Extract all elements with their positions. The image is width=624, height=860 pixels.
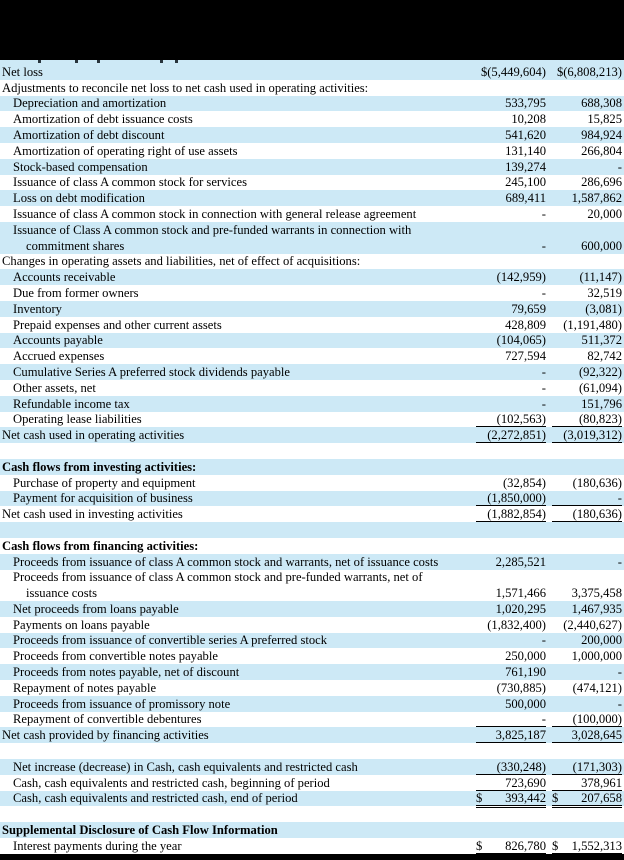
value-col1 bbox=[476, 65, 546, 80]
row-label: Cash flows from financing activities: bbox=[2, 538, 199, 553]
value-text: 727,594 bbox=[505, 349, 546, 364]
value-text: 10,208 bbox=[511, 112, 546, 127]
value-text: - bbox=[541, 633, 546, 648]
table-row bbox=[0, 159, 624, 175]
table-row bbox=[0, 127, 624, 143]
row-label: issuance costs bbox=[26, 586, 97, 601]
table-row bbox=[0, 696, 624, 712]
value-text: (104,065) bbox=[496, 333, 546, 348]
value-col1 bbox=[476, 302, 546, 317]
value-col1 bbox=[476, 760, 546, 775]
value-text: 151,796 bbox=[581, 396, 622, 411]
value-text: (1,191,480) bbox=[563, 317, 622, 332]
value-col1 bbox=[476, 397, 546, 412]
table-row bbox=[0, 585, 624, 601]
value-col2 bbox=[552, 681, 622, 696]
value-text: 3,825,187 bbox=[495, 728, 546, 743]
value-text: - bbox=[617, 159, 622, 174]
table-row bbox=[0, 491, 624, 507]
row-label: Net cash used in investing activities bbox=[2, 507, 183, 522]
value-text: (1,882,854) bbox=[487, 507, 546, 522]
value-text: 207,658 bbox=[581, 791, 622, 806]
dollar-sign: $ bbox=[476, 791, 483, 806]
value-col2 bbox=[552, 728, 622, 743]
value-text: - bbox=[541, 396, 546, 411]
value-col2 bbox=[552, 760, 622, 775]
value-text: 428,809 bbox=[505, 317, 546, 332]
table-row bbox=[0, 412, 624, 428]
cashflow-statement-table bbox=[0, 64, 624, 854]
value-text: 1,571,466 bbox=[495, 586, 546, 601]
table-row bbox=[0, 427, 624, 443]
value-col1 bbox=[476, 286, 546, 301]
value-col1 bbox=[476, 96, 546, 111]
value-text: 3,028,645 bbox=[571, 728, 622, 743]
value-col2 bbox=[552, 144, 622, 159]
value-col2 bbox=[552, 712, 622, 727]
value-col1 bbox=[476, 381, 546, 396]
value-text: (102,563) bbox=[496, 412, 546, 427]
row-label: Depreciation and amortization bbox=[13, 96, 167, 111]
value-col2 bbox=[552, 65, 622, 80]
value-col2 bbox=[552, 318, 622, 333]
table-row bbox=[0, 190, 624, 206]
table-row bbox=[0, 648, 624, 664]
value-col2 bbox=[552, 839, 622, 854]
row-label: Amortization of debt issuance costs bbox=[13, 112, 193, 127]
table-row bbox=[0, 838, 624, 854]
clipped-text-remnant bbox=[38, 60, 41, 63]
value-text: - bbox=[541, 364, 546, 379]
table-row bbox=[0, 222, 624, 238]
value-text: 15,825 bbox=[587, 112, 622, 127]
value-text: (474,121) bbox=[572, 680, 622, 695]
value-col1 bbox=[476, 491, 546, 506]
value-text: 689,411 bbox=[505, 191, 546, 206]
value-text: 500,000 bbox=[505, 696, 546, 711]
table-row bbox=[0, 143, 624, 159]
value-col2 bbox=[552, 397, 622, 412]
row-label: Proceeds from notes payable, net of discount bbox=[13, 665, 240, 680]
value-text: (3,019,312) bbox=[563, 428, 622, 443]
value-col2 bbox=[552, 239, 622, 254]
row-label: Issuance of class A common stock in connection with general release agreement bbox=[13, 206, 417, 221]
row-label: Accrued expenses bbox=[13, 349, 105, 364]
table-row bbox=[0, 380, 624, 396]
value-text: 378,961 bbox=[581, 775, 622, 790]
value-col2 bbox=[552, 270, 622, 285]
value-col2 bbox=[552, 491, 622, 506]
value-text: 32,519 bbox=[587, 285, 622, 300]
value-col1 bbox=[476, 618, 546, 633]
row-label: Proceeds from issuance of class A common stock and warrants, net of issuance costs bbox=[13, 554, 439, 569]
value-text: 1,587,862 bbox=[571, 191, 622, 206]
value-text: 984,924 bbox=[581, 127, 622, 142]
value-text: 250,000 bbox=[505, 649, 546, 664]
row-label: Refundable income tax bbox=[13, 396, 130, 411]
value-text: 1,552,313 bbox=[571, 838, 622, 853]
value-col1 bbox=[476, 365, 546, 380]
value-text: 3,375,458 bbox=[571, 586, 622, 601]
table-row bbox=[0, 680, 624, 696]
row-label: Net cash used in operating activities bbox=[2, 428, 185, 443]
value-col1 bbox=[476, 175, 546, 190]
value-col1 bbox=[476, 791, 546, 806]
table-row bbox=[0, 254, 624, 270]
row-label: Other assets, net bbox=[13, 380, 96, 395]
row-label: Interest payments during the year bbox=[13, 838, 182, 853]
row-label: Repayment of notes payable bbox=[13, 680, 157, 695]
value-text: 1,020,295 bbox=[495, 601, 546, 616]
spacer-row bbox=[0, 806, 624, 822]
value-text: 723,690 bbox=[505, 775, 546, 790]
table-row bbox=[0, 475, 624, 491]
value-col1 bbox=[476, 191, 546, 206]
value-text: 1,000,000 bbox=[571, 649, 622, 664]
section-header-row bbox=[0, 822, 624, 838]
table-row bbox=[0, 712, 624, 728]
value-col2 bbox=[552, 286, 622, 301]
value-text: 1,467,935 bbox=[571, 601, 622, 616]
clipped-text-remnant bbox=[75, 60, 78, 63]
value-text: (2,440,627) bbox=[563, 617, 622, 632]
row-label: Payment for acquisition of business bbox=[13, 491, 193, 506]
value-text: (180,636) bbox=[572, 507, 622, 522]
value-col1 bbox=[476, 728, 546, 743]
value-text: (1,832,400) bbox=[487, 617, 546, 632]
table-row bbox=[0, 775, 624, 791]
value-col1 bbox=[476, 649, 546, 664]
clipped-text-remnant bbox=[175, 60, 178, 63]
value-col2 bbox=[552, 96, 622, 111]
value-text: 200,000 bbox=[581, 633, 622, 648]
table-row bbox=[0, 64, 624, 80]
table-row bbox=[0, 175, 624, 191]
value-text: $(6,808,213) bbox=[556, 64, 622, 79]
value-text: 600,000 bbox=[581, 238, 622, 253]
value-text: 286,696 bbox=[581, 175, 622, 190]
value-col2 bbox=[552, 428, 622, 443]
clipped-header-row bbox=[0, 60, 624, 64]
value-col2 bbox=[552, 175, 622, 190]
value-text: 541,620 bbox=[505, 127, 546, 142]
row-label: Accounts receivable bbox=[13, 270, 116, 285]
section-header-row bbox=[0, 538, 624, 554]
dollar-sign: $ bbox=[476, 838, 483, 853]
clipped-text-remnant bbox=[160, 60, 163, 63]
table-row bbox=[0, 285, 624, 301]
row-label: Net cash provided by financing activities bbox=[2, 728, 209, 743]
value-text: - bbox=[541, 285, 546, 300]
spacer-row bbox=[0, 743, 624, 759]
value-col2 bbox=[552, 776, 622, 791]
value-col1 bbox=[476, 128, 546, 143]
row-label: Payments on loans payable bbox=[13, 617, 150, 632]
value-col2 bbox=[552, 302, 622, 317]
row-label: Proceeds from issuance of convertible series A preferred stock bbox=[13, 633, 328, 648]
row-label: Proceeds from convertible notes payable bbox=[13, 649, 218, 664]
value-col2 bbox=[552, 665, 622, 680]
row-label: Operating lease liabilities bbox=[13, 412, 142, 427]
spacer-row bbox=[0, 522, 624, 538]
value-text: (2,272,851) bbox=[487, 428, 546, 443]
row-label: Amortization of operating right of use assets bbox=[13, 143, 238, 158]
value-col2 bbox=[552, 618, 622, 633]
value-col1 bbox=[476, 681, 546, 696]
table-row bbox=[0, 554, 624, 570]
row-label: Repayment of convertible debentures bbox=[13, 712, 202, 727]
value-col2 bbox=[552, 633, 622, 648]
table-row bbox=[0, 96, 624, 112]
row-label: Prepaid expenses and other current assets bbox=[13, 317, 222, 332]
value-text: - bbox=[541, 712, 546, 727]
value-col2 bbox=[552, 697, 622, 712]
value-col1 bbox=[476, 333, 546, 348]
value-text: (171,303) bbox=[572, 759, 622, 774]
value-col2 bbox=[552, 112, 622, 127]
value-col1 bbox=[476, 507, 546, 522]
row-label: Stock-based compensation bbox=[13, 159, 148, 174]
value-text: 131,140 bbox=[505, 143, 546, 158]
value-text: (80,823) bbox=[578, 412, 622, 427]
dollar-sign: $ bbox=[552, 791, 559, 806]
value-col2 bbox=[552, 128, 622, 143]
row-label: Proceeds from issuance of class A common stock and pre-funded warrants, net of bbox=[13, 570, 423, 585]
value-col1 bbox=[476, 712, 546, 727]
row-label: Cash, cash equivalents and restricted cash, beginning of period bbox=[13, 775, 330, 790]
spacer-row bbox=[0, 443, 624, 459]
section-header-row bbox=[0, 459, 624, 475]
row-label: Issuance of Class A common stock and pre-funded warrants in connection with bbox=[13, 222, 412, 237]
value-text: $(5,449,604) bbox=[480, 64, 546, 79]
value-text: 826,780 bbox=[505, 838, 546, 853]
value-text: - bbox=[617, 554, 622, 569]
value-col1 bbox=[476, 586, 546, 601]
value-text: 533,795 bbox=[505, 96, 546, 111]
clipped-text-remnant bbox=[97, 60, 100, 63]
value-col1 bbox=[476, 428, 546, 443]
value-col1 bbox=[476, 207, 546, 222]
row-label: Cash flows from investing activities: bbox=[2, 459, 197, 474]
value-text: (3,081) bbox=[585, 301, 622, 316]
table-row bbox=[0, 601, 624, 617]
table-row bbox=[0, 301, 624, 317]
value-col2 bbox=[552, 602, 622, 617]
value-col1 bbox=[476, 633, 546, 648]
value-text: 245,100 bbox=[505, 175, 546, 190]
table-row bbox=[0, 238, 624, 254]
value-col1 bbox=[476, 349, 546, 364]
value-col2 bbox=[552, 649, 622, 664]
value-col2 bbox=[552, 207, 622, 222]
value-col2 bbox=[552, 365, 622, 380]
value-col1 bbox=[476, 144, 546, 159]
value-col1 bbox=[476, 665, 546, 680]
value-col2 bbox=[552, 412, 622, 427]
value-col2 bbox=[552, 160, 622, 175]
row-label: Supplemental Disclosure of Cash Flow Information bbox=[2, 823, 278, 838]
value-col2 bbox=[552, 791, 622, 806]
top-black-band bbox=[0, 0, 624, 60]
value-col1 bbox=[476, 112, 546, 127]
table-row bbox=[0, 269, 624, 285]
table-row bbox=[0, 333, 624, 349]
value-text: (142,959) bbox=[496, 270, 546, 285]
value-col1 bbox=[476, 555, 546, 570]
value-text: 393,442 bbox=[505, 791, 546, 806]
value-col1 bbox=[476, 239, 546, 254]
table-row bbox=[0, 317, 624, 333]
row-label: Cash, cash equivalents and restricted cash, end of period bbox=[13, 791, 298, 806]
value-text: (100,000) bbox=[572, 712, 622, 727]
row-label: Net increase (decrease) in Cash, cash equivalents and restricted cash bbox=[13, 759, 358, 774]
value-text: (61,094) bbox=[578, 380, 622, 395]
value-col2 bbox=[552, 191, 622, 206]
row-label: Adjustments to reconcile net loss to net cash used in operating activities: bbox=[2, 80, 369, 95]
value-col1 bbox=[476, 476, 546, 491]
row-label: commitment shares bbox=[26, 238, 125, 253]
value-col2 bbox=[552, 349, 622, 364]
table-row bbox=[0, 617, 624, 633]
table-row bbox=[0, 791, 624, 807]
value-text: 20,000 bbox=[587, 206, 622, 221]
value-text: - bbox=[617, 665, 622, 680]
value-text: - bbox=[617, 696, 622, 711]
row-label: Cumulative Series A preferred stock dividends payable bbox=[13, 364, 290, 379]
value-col2 bbox=[552, 507, 622, 522]
row-label: Net loss bbox=[2, 64, 43, 79]
row-label: Changes in operating assets and liabilities, net of effect of acquisitions: bbox=[2, 254, 361, 269]
value-text: (330,248) bbox=[496, 759, 546, 774]
value-text: - bbox=[541, 206, 546, 221]
value-col1 bbox=[476, 270, 546, 285]
value-text: (1,850,000) bbox=[487, 491, 546, 506]
row-label: Proceeds from issuance of promissory note bbox=[13, 696, 231, 711]
value-col1 bbox=[476, 839, 546, 854]
value-text: (180,636) bbox=[572, 475, 622, 490]
value-text: 266,804 bbox=[581, 143, 622, 158]
row-label: Issuance of class A common stock for services bbox=[13, 175, 247, 190]
table-row bbox=[0, 206, 624, 222]
table-row bbox=[0, 633, 624, 649]
value-col1 bbox=[476, 697, 546, 712]
value-text: (730,885) bbox=[496, 680, 546, 695]
table-row bbox=[0, 570, 624, 586]
table-row bbox=[0, 80, 624, 96]
value-text: - bbox=[541, 380, 546, 395]
value-col1 bbox=[476, 602, 546, 617]
value-col2 bbox=[552, 555, 622, 570]
value-col1 bbox=[476, 412, 546, 427]
table-row bbox=[0, 348, 624, 364]
value-text: 79,659 bbox=[511, 301, 546, 316]
row-label: Amortization of debt discount bbox=[13, 127, 165, 142]
value-col1 bbox=[476, 160, 546, 175]
table-row bbox=[0, 506, 624, 522]
value-col2 bbox=[552, 476, 622, 491]
value-text: 688,308 bbox=[581, 96, 622, 111]
row-label: Purchase of property and equipment bbox=[13, 475, 196, 490]
table-row bbox=[0, 111, 624, 127]
value-text: (32,854) bbox=[502, 475, 546, 490]
table-row bbox=[0, 727, 624, 743]
table-row bbox=[0, 664, 624, 680]
table-row bbox=[0, 759, 624, 775]
value-text: (11,147) bbox=[579, 270, 622, 285]
value-col1 bbox=[476, 318, 546, 333]
table-row bbox=[0, 396, 624, 412]
value-text: 82,742 bbox=[587, 349, 622, 364]
value-text: 761,190 bbox=[505, 665, 546, 680]
dollar-sign: $ bbox=[552, 838, 559, 853]
row-label: Loss on debt modification bbox=[13, 191, 145, 206]
row-label: Inventory bbox=[13, 301, 62, 316]
value-text: - bbox=[541, 238, 546, 253]
value-col2 bbox=[552, 381, 622, 396]
table-row bbox=[0, 364, 624, 380]
value-text: - bbox=[617, 491, 622, 506]
row-label: Due from former owners bbox=[13, 285, 139, 300]
value-col2 bbox=[552, 586, 622, 601]
value-text: 139,274 bbox=[505, 159, 546, 174]
value-text: 511,372 bbox=[581, 333, 622, 348]
value-col2 bbox=[552, 333, 622, 348]
row-label: Net proceeds from loans payable bbox=[13, 601, 179, 616]
value-text: 2,285,521 bbox=[495, 554, 546, 569]
row-label: Accounts payable bbox=[13, 333, 103, 348]
value-text: (92,322) bbox=[578, 364, 622, 379]
value-col1 bbox=[476, 776, 546, 791]
